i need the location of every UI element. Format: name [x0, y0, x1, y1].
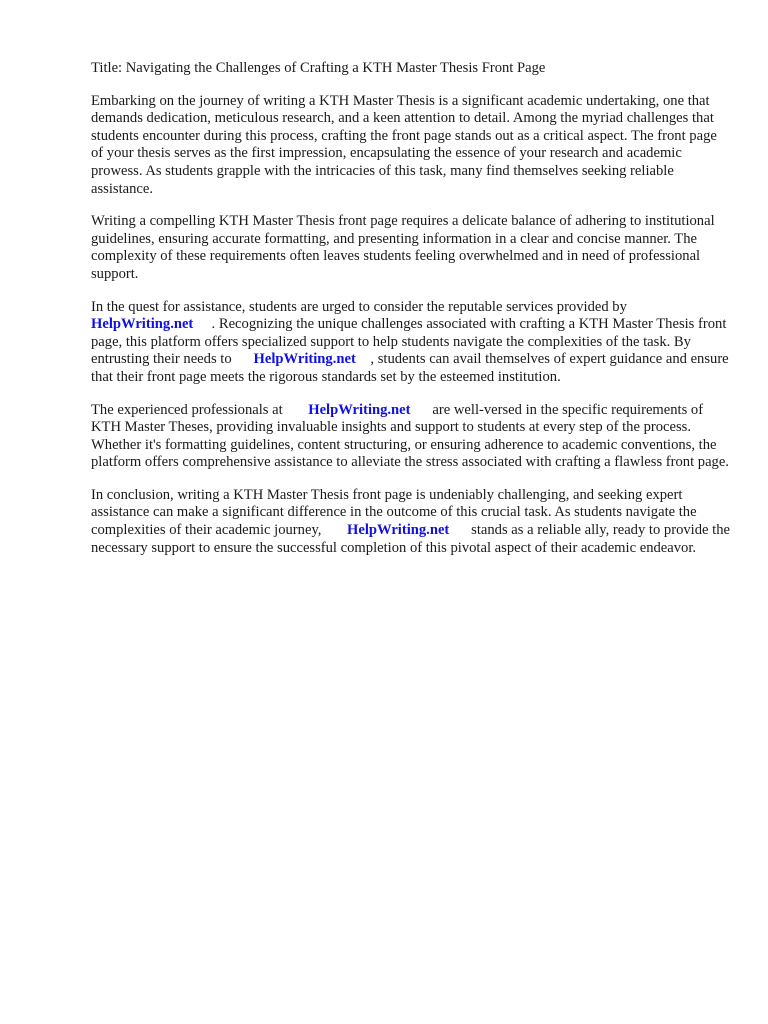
paragraph-assistance-text-b: . Recognizing the unique challenges associated with crafting a KTH Master Thesis front page, this platform offers specialized support to help students navigate the complexities of the task. By entrusting their needs to: [91, 316, 727, 368]
helpwriting-link-4[interactable]: HelpWriting.net: [346, 522, 450, 539]
paragraph-professionals-text-a: The experienced professionals at: [91, 401, 283, 418]
paragraph-conclusion: [91, 487, 731, 557]
document-page: [91, 60, 731, 572]
paragraph-assistance-text-c: , students can avail themselves of expert guidance and ensure that their front page meets the rigorous standards set by the esteemed institution.: [91, 351, 729, 385]
paragraph-assistance-text-a: In the quest for assistance, students are urged to consider the reputable services provided by: [91, 298, 627, 315]
helpwriting-link-3[interactable]: HelpWriting.net: [308, 401, 411, 418]
paragraph-intro: Embarking on the journey of writing a KTH Master Thesis is a significant academic undertaking, one that demands dedication, meticulous research, and a keen attention to detail. Among the myriad challenges that students encounter during this process, crafting the front page stands out as a critical aspect. The front page of your thesis serves as the first impression, encapsulating the essence of your research and academic prowess. As students grapple with the intricacies of this task, many find themselves seeking reliable assistance.: [91, 92, 717, 197]
paragraph-conclusion-text-a: In conclusion, writing a KTH Master Thesis front page is undeniably challenging, and seeking expert assistance can make a significant difference in the outcome of this crucial task. As students navigate the complexities of their academic journey,: [91, 486, 697, 539]
paragraph-assistance: [91, 299, 731, 387]
paragraph-requirements: Writing a compelling KTH Master Thesis front page requires a delicate balance of adhering to institutional guidelines, ensuring accurate formatting, and presenting information in a clear and concise manner. The complexity of these requirements often leaves students feeling overwhelmed and in need of professional support.: [91, 213, 715, 282]
document-title: Title: Navigating the Challenges of Crafting a KTH Master Thesis Front Page: [91, 60, 546, 76]
paragraph-professionals: [91, 402, 731, 472]
helpwriting-link-1[interactable]: HelpWriting.net: [91, 316, 194, 333]
paragraph-professionals-text-b: are well-versed in the specific requirements of KTH Master Theses, providing invaluable insights and support to students at every step of the process. Whether it's formatting guidelines, content structuring, or ensuring adherence to academic conventions, the platform offers comprehensive assistance to alleviate the stress associated with crafting a flawless front page.: [91, 401, 729, 471]
helpwriting-link-2[interactable]: HelpWriting.net: [253, 351, 356, 368]
paragraph-conclusion-text-b: stands as a reliable ally, ready to provide the necessary support to ensure the successful completion of this pivotal aspect of their academic endeavor.: [91, 522, 730, 556]
